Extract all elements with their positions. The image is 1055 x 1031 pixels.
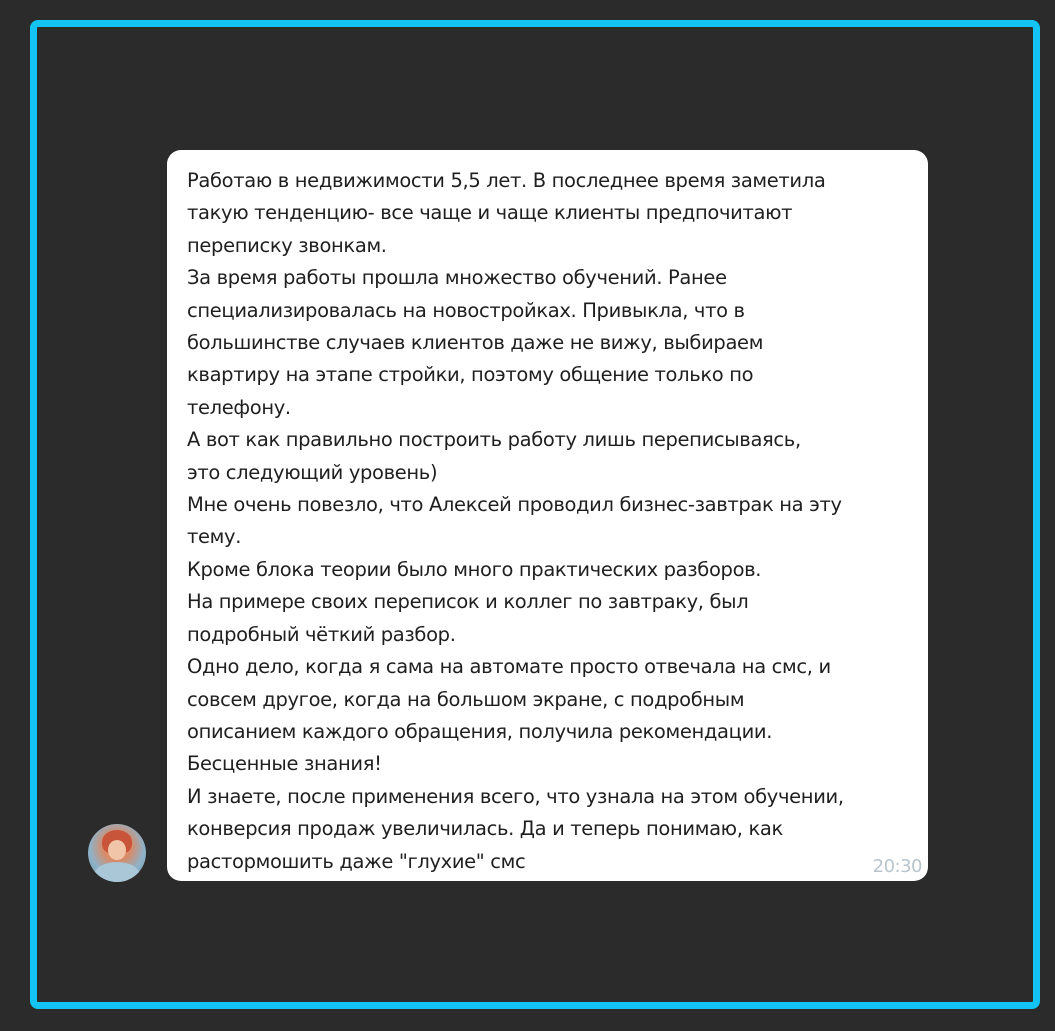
message-text: Работаю в недвижимости 5,5 лет. В последнее время заметила такую тенденцию- все чаще и чаще клиенты предпочитают переписку звонкам. За время работы прошла множество обучений. Ранее специализировалась на новостройках. Привыкла, что в большинстве случаев клиентов даже не вижу, выбираем квартиру на этапе стройки, поэтому общение только по телефону. А вот как правильно построить работу лишь переписываясь, это следующий уровень) Мне очень повезло, что Алексей проводил бизнес-завтрак на эту тему. Кроме блока теории было много практических разборов. На примере своих переписок и коллег по завтраку, был подробный чёткий разбор. Одно дело, когда я сама на автомате просто отвечала на смс, и совсем другое, когда на большом экране, с подробным описанием каждого обращения, получила рекомендации. Бесценные знания! И знаете, после применения всего, что узнала на этом обучении, конверсия продаж увеличилась. Да и теперь понимаю, как растормошить даже "глухие" смс <box>187 169 844 873</box>
message-bubble <box>167 150 928 881</box>
message-time: 20:30 <box>872 856 922 877</box>
avatar-shoulders <box>94 862 140 882</box>
sender-avatar[interactable] <box>88 824 146 882</box>
avatar-face <box>108 840 126 860</box>
